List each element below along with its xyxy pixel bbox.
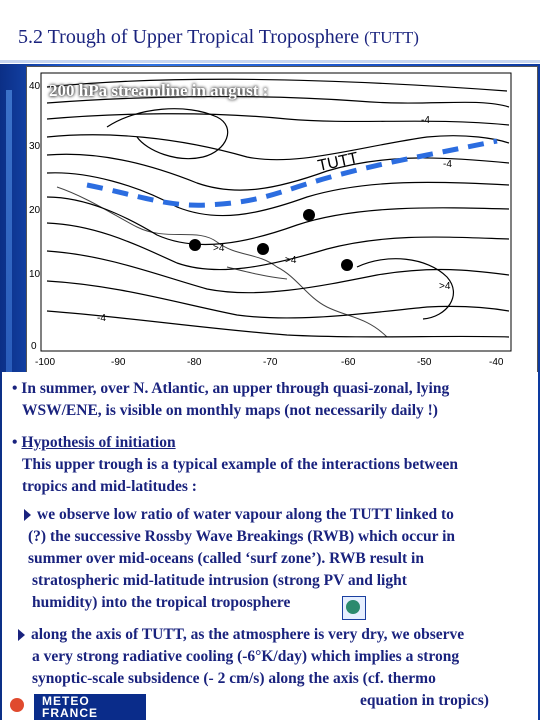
- arrow-bullet-icon: [18, 629, 25, 641]
- meteo-france-logo-icon: [4, 692, 30, 720]
- lon-label: -70: [263, 357, 278, 368]
- paragraph-line: we observe low ratio of water vapour along the TUTT linked to: [37, 506, 454, 523]
- logo-line-1: METEO: [42, 694, 90, 708]
- paragraph-line: humidity) into the tropical troposphere: [32, 594, 291, 611]
- streamline-map-graphic: [27, 67, 537, 373]
- lon-label: -100: [35, 357, 56, 368]
- title-main: 5.2 Trough of Upper Tropical Troposphere: [18, 26, 365, 48]
- low-center-3: [303, 209, 315, 221]
- paragraph-line: tropics and mid-latitudes :: [22, 478, 197, 495]
- lon-label: -80: [187, 357, 202, 368]
- paragraph-line: This upper trough is a typical example of the interactions between: [22, 456, 459, 473]
- lon-label: -60: [341, 357, 356, 368]
- paragraph-line: • In summer, over N. Atlantic, an upper through quasi-zonal, lying: [12, 380, 450, 397]
- contour-label-1: -4: [421, 115, 430, 126]
- contour-label-2: >4: [213, 243, 225, 254]
- paragraph-line: stratospheric mid-latitude intrusion (strong PV and light: [32, 572, 407, 589]
- latitude-labels: [29, 81, 41, 352]
- paragraph-line: (?) the successive Rossby Wave Breakings (RWB) which occur in: [28, 528, 456, 545]
- lon-label: -90: [111, 357, 126, 368]
- title-bar: [0, 0, 540, 64]
- lat-label: 0: [31, 341, 37, 352]
- title-abbr: (TUTT): [364, 28, 419, 47]
- lon-label: -40: [489, 357, 504, 368]
- contour-label-6: -4: [97, 313, 106, 324]
- lat-label: 20: [29, 205, 41, 216]
- paragraph-line: summer over mid-oceans (called ‘surf zone’). RWB result in: [28, 550, 424, 567]
- contour-label-5: >4: [285, 255, 297, 266]
- contour-label-3: >4: [439, 281, 451, 292]
- lat-label: 10: [29, 269, 41, 280]
- longitude-labels: [35, 357, 504, 368]
- paragraph-line: along the axis of TUTT, as the atmosphere is very dry, we observe: [31, 626, 465, 643]
- paragraph-line: synoptic-scale subsidence (- 2 cm/s) along the axis (cf. thermo: [32, 670, 436, 687]
- lon-label: -50: [417, 357, 432, 368]
- low-center-2: [257, 243, 269, 255]
- low-center-1: [189, 239, 201, 251]
- contour-label-4: -4: [443, 159, 452, 170]
- lat-label: 40: [29, 81, 41, 92]
- info-link-icon[interactable]: [342, 596, 366, 620]
- paragraph-line: a very strong radiative cooling (-6°K/day) which implies a strong: [32, 648, 460, 665]
- arrow-bullet-icon: [24, 509, 31, 521]
- hypothesis-heading: Hypothesis of initiation: [21, 434, 176, 451]
- lat-label: 30: [29, 141, 41, 152]
- logo-line-2: FRANCE: [42, 706, 98, 720]
- bullet: •: [12, 434, 18, 451]
- low-center-4: [341, 259, 353, 271]
- map-caption: 200 hPa streamline in august :: [49, 81, 269, 100]
- paragraph-hypothesis: [12, 432, 458, 498]
- meteo-france-logo: [34, 694, 146, 720]
- paragraph-water-vapour: [24, 504, 455, 614]
- paragraph-line: WSW/ENE, is visible on monthly maps (not necessarily daily !): [22, 402, 438, 419]
- paragraph-summary: [12, 378, 449, 422]
- title-rule: [0, 60, 540, 63]
- tutt-label: TUTT: [316, 149, 360, 175]
- streamline-map: [26, 66, 538, 374]
- paragraph-line: equation in tropics): [360, 692, 489, 709]
- slide-title: [18, 26, 419, 49]
